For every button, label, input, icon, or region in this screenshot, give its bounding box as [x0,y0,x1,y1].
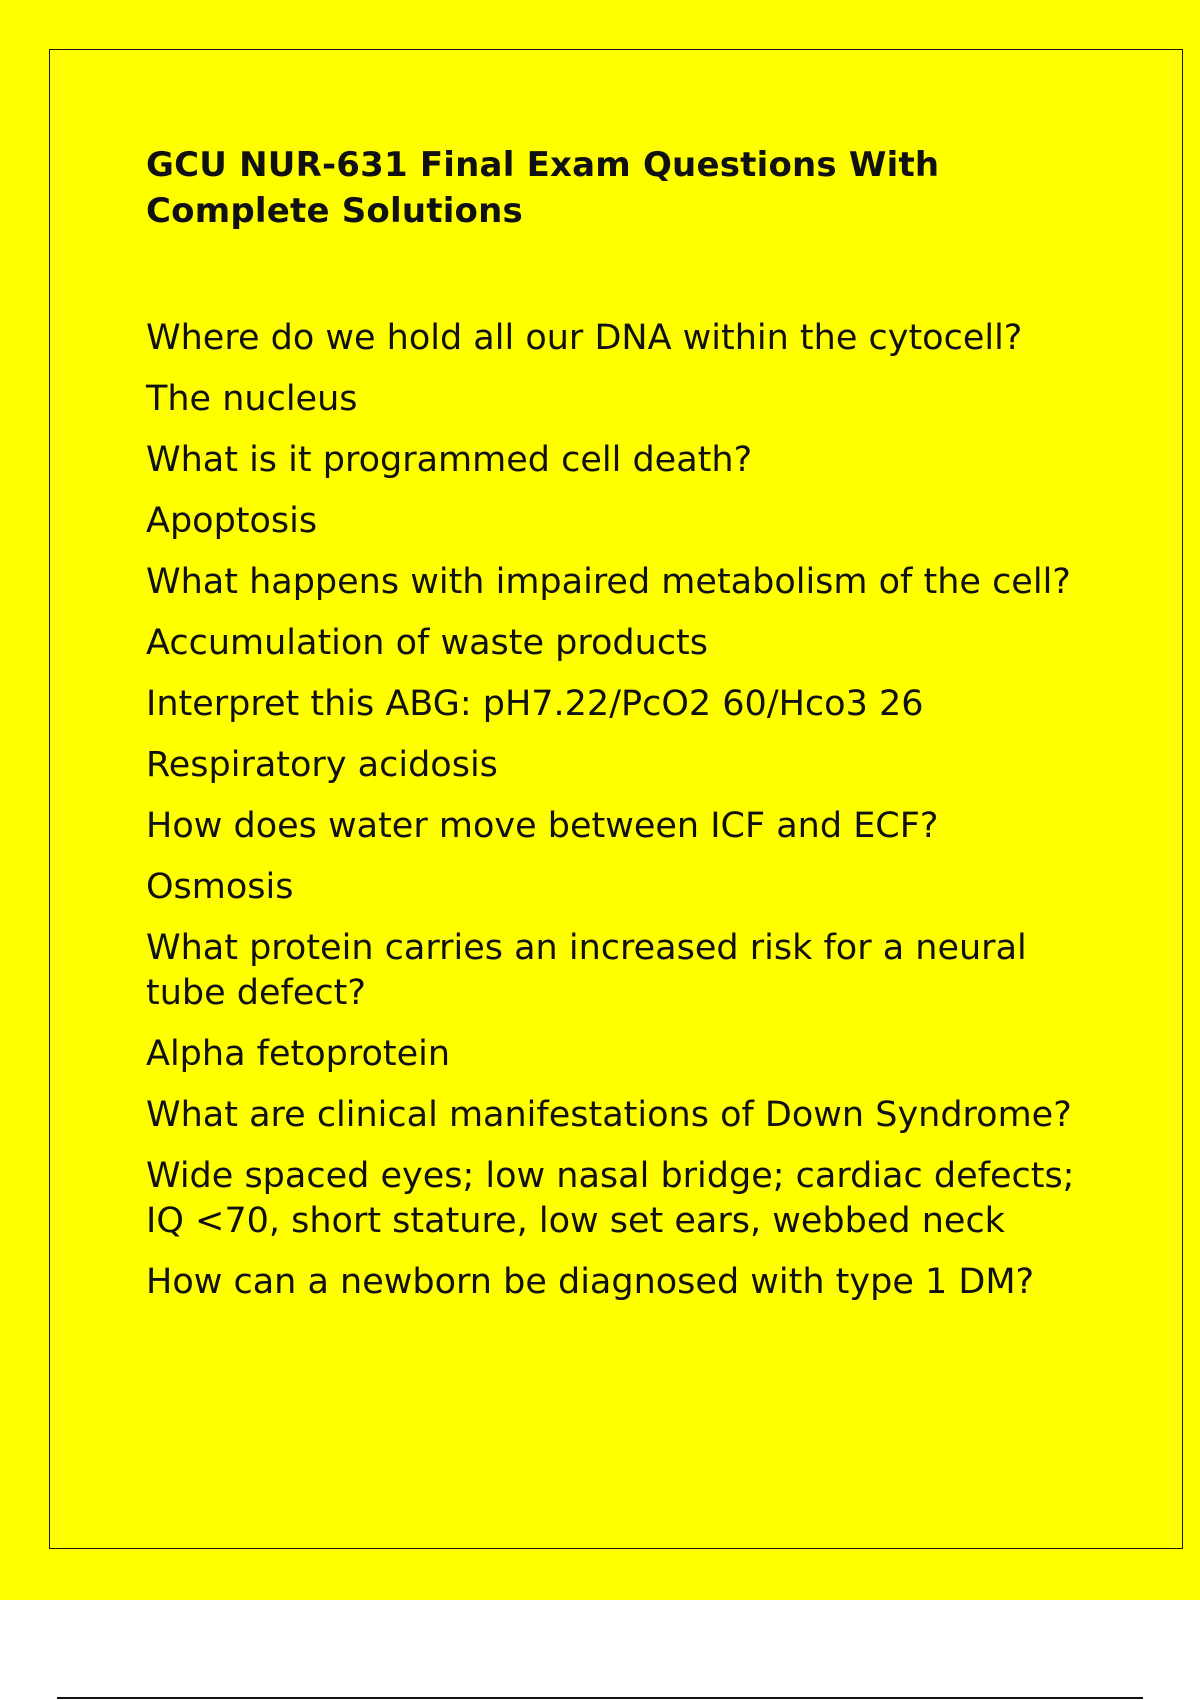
answer-line: Osmosis [146,867,294,907]
answer-line: Alpha fetoprotein [146,1034,451,1074]
question-line: What are clinical manifestations of Down Syndrome? [146,1095,1072,1135]
answer-line: The nucleus [146,379,358,419]
question-line: Interpret this ABG: pH7.22/PcO2 60/Hco3 26 [146,684,924,724]
answer-line: Accumulation of waste products [146,623,709,663]
question-line: How does water move between ICF and ECF? [146,806,939,846]
question-line: What is it programmed cell death? [146,440,753,480]
answer-line: Wide spaced eyes; low nasal bridge; cardiac defects; IQ <70, short stature, low set ears, webbed neck [146,1156,1075,1241]
answer-line: Apoptosis [146,501,318,541]
question-line: What protein carries an increased risk for a neural tube defect? [146,928,1027,1013]
answer-line: Respiratory acidosis [146,745,498,785]
document-title: GCU NUR-631 Final Exam Questions With Complete Solutions [146,145,940,231]
question-line: How can a newborn be diagnosed with type 1 DM? [146,1262,1035,1302]
question-answer-list [146,316,1096,1305]
question-line: What happens with impaired metabolism of the cell? [146,562,1071,602]
question-line: Where do we hold all our DNA within the cytocell? [146,318,1023,358]
page-bottom-rule [57,1697,1143,1699]
document-content [146,142,1096,1321]
